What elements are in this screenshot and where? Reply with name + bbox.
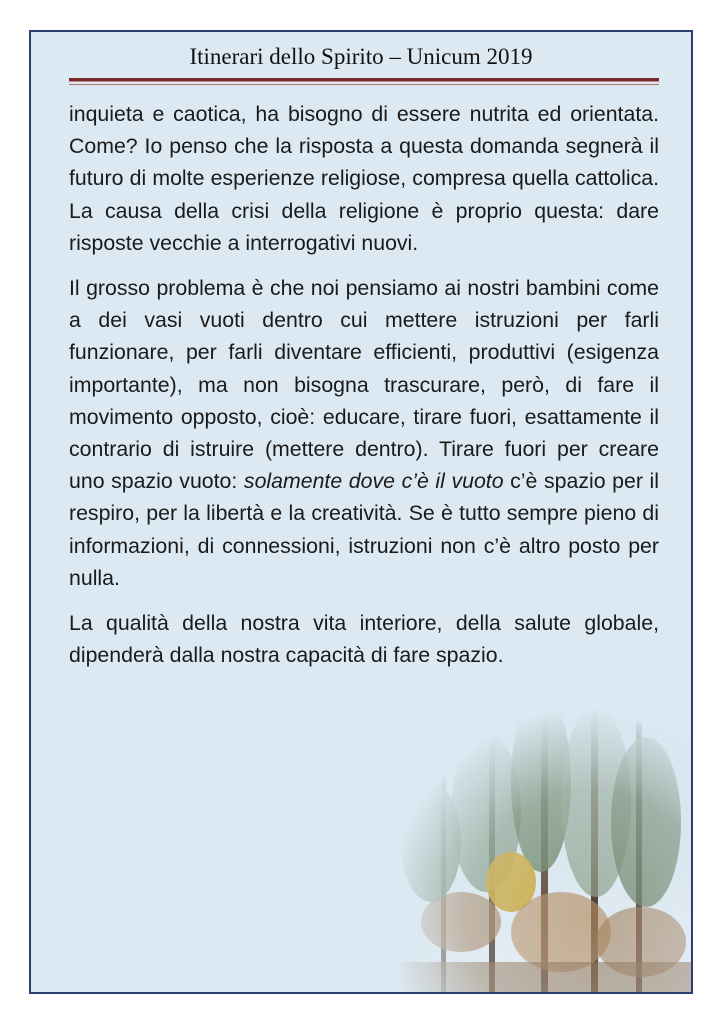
- paragraph-2-italic: solamente dove c’è il vuoto: [243, 469, 504, 494]
- page-frame: [29, 30, 693, 994]
- paragraph-1: inquieta e caotica, ha bisogno di essere nutrita ed orientata. Come? Io penso che la risposta a questa domanda segnerà il futuro di molte esperienze religiose, compresa quella cattolica. La causa della crisi della religione è proprio questa: dare risposte vecchie a interrogativi nuovi.: [69, 102, 659, 255]
- paragraph-3: La qualità della nostra vita interiore, della salute globale, dipenderà dalla nostra capacità di fare spazio.: [69, 611, 659, 668]
- body-text: [69, 98, 659, 684]
- header-rule: [69, 78, 659, 82]
- page-header-title: Itinerari dello Spirito – Unicum 2019: [189, 44, 533, 69]
- header-rule-thin: [69, 84, 659, 85]
- paragraph-2-text-b: c’è spazio per il respiro, per la libertà e la creatività. Se è tutto sempre pieno di informazioni, di connessioni, istruzioni non c’è altro posto per nulla.: [69, 469, 659, 590]
- paragraph-2-text-a: Il grosso problema è che noi pensiamo ai nostri bambini come a dei vasi vuoti dentro cui mettere istruzioni per farli funzionare, per farli diventare efficienti, produttivi (esigenza importante), ma non bisogna trascurare, però, di fare il movimento opposto, cioè: educare, tirare fuori, esattamente il contrario di istruire (mettere dentro). Tirare fuori per creare uno spazio vuoto:: [69, 276, 659, 494]
- paragraph-2: [69, 272, 659, 594]
- forest-image: [401, 692, 691, 992]
